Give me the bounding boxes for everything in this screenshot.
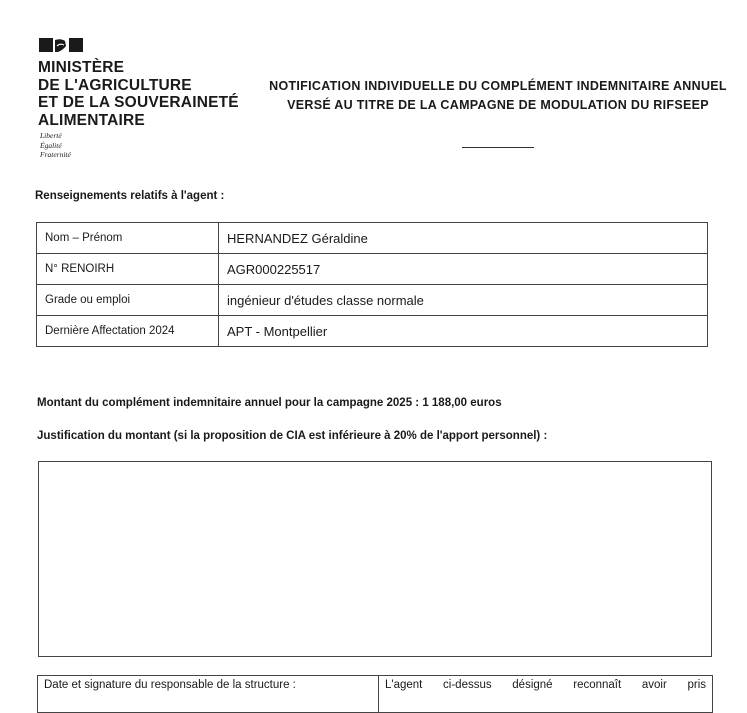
field-label: N° RENOIRH — [37, 254, 219, 285]
signature-table — [37, 675, 713, 713]
document-title: NOTIFICATION INDIVIDUELLE DU COMPLÉMENT INDEMNITAIRE ANNUEL VERSÉ AU TITRE DE LA CAMPAGNE DE MODULATION DU RIFSEEP — [269, 79, 727, 112]
field-label: Dernière Affectation 2024 — [37, 316, 219, 347]
justification-box[interactable] — [38, 461, 712, 657]
ministry-line: DE L'AGRICULTURE — [38, 76, 192, 94]
agent-info-table — [36, 222, 708, 347]
table-row — [38, 676, 713, 713]
amount-statement: Montant du complément indemnitaire annuel pour la campagne 2025 : 1 188,00 euros — [37, 397, 502, 409]
republic-motto — [40, 131, 71, 160]
ministry-line: ET DE LA SOUVERAINETÉ — [38, 94, 239, 111]
title-divider — [462, 147, 534, 148]
field-value: ingénieur d'études classe normale — [219, 285, 708, 316]
table-row — [37, 316, 708, 347]
field-value: HERNANDEZ Géraldine — [219, 223, 708, 254]
justification-label: Justification du montant (si la proposition de CIA est inférieure à 20% de l'apport personnel) : — [37, 430, 548, 442]
table-row — [37, 254, 708, 285]
motto-line: Liberté — [40, 131, 62, 140]
table-row — [37, 223, 708, 254]
ministry-line: ALIMENTAIRE — [38, 111, 145, 129]
signature-label: Date et signature du responsable de la structure : — [38, 676, 379, 713]
agent-section-label: Renseignements relatifs à l'agent : — [35, 190, 225, 202]
marianne-logo-icon — [39, 37, 85, 53]
motto-line: Égalité — [40, 140, 62, 150]
table-row — [37, 285, 708, 316]
acknowledgement-text: L'agent ci-dessus désigné reconnaît avoir pris — [379, 676, 713, 713]
field-value: AGR000225517 — [219, 254, 708, 285]
field-value: APT - Montpellier — [219, 316, 708, 347]
motto-line: Fraternité — [40, 150, 71, 159]
field-label: Grade ou emploi — [37, 285, 219, 316]
field-label: Nom – Prénom — [37, 223, 219, 254]
ministry-name — [38, 59, 239, 129]
ministry-line: MINISTÈRE — [38, 59, 125, 76]
